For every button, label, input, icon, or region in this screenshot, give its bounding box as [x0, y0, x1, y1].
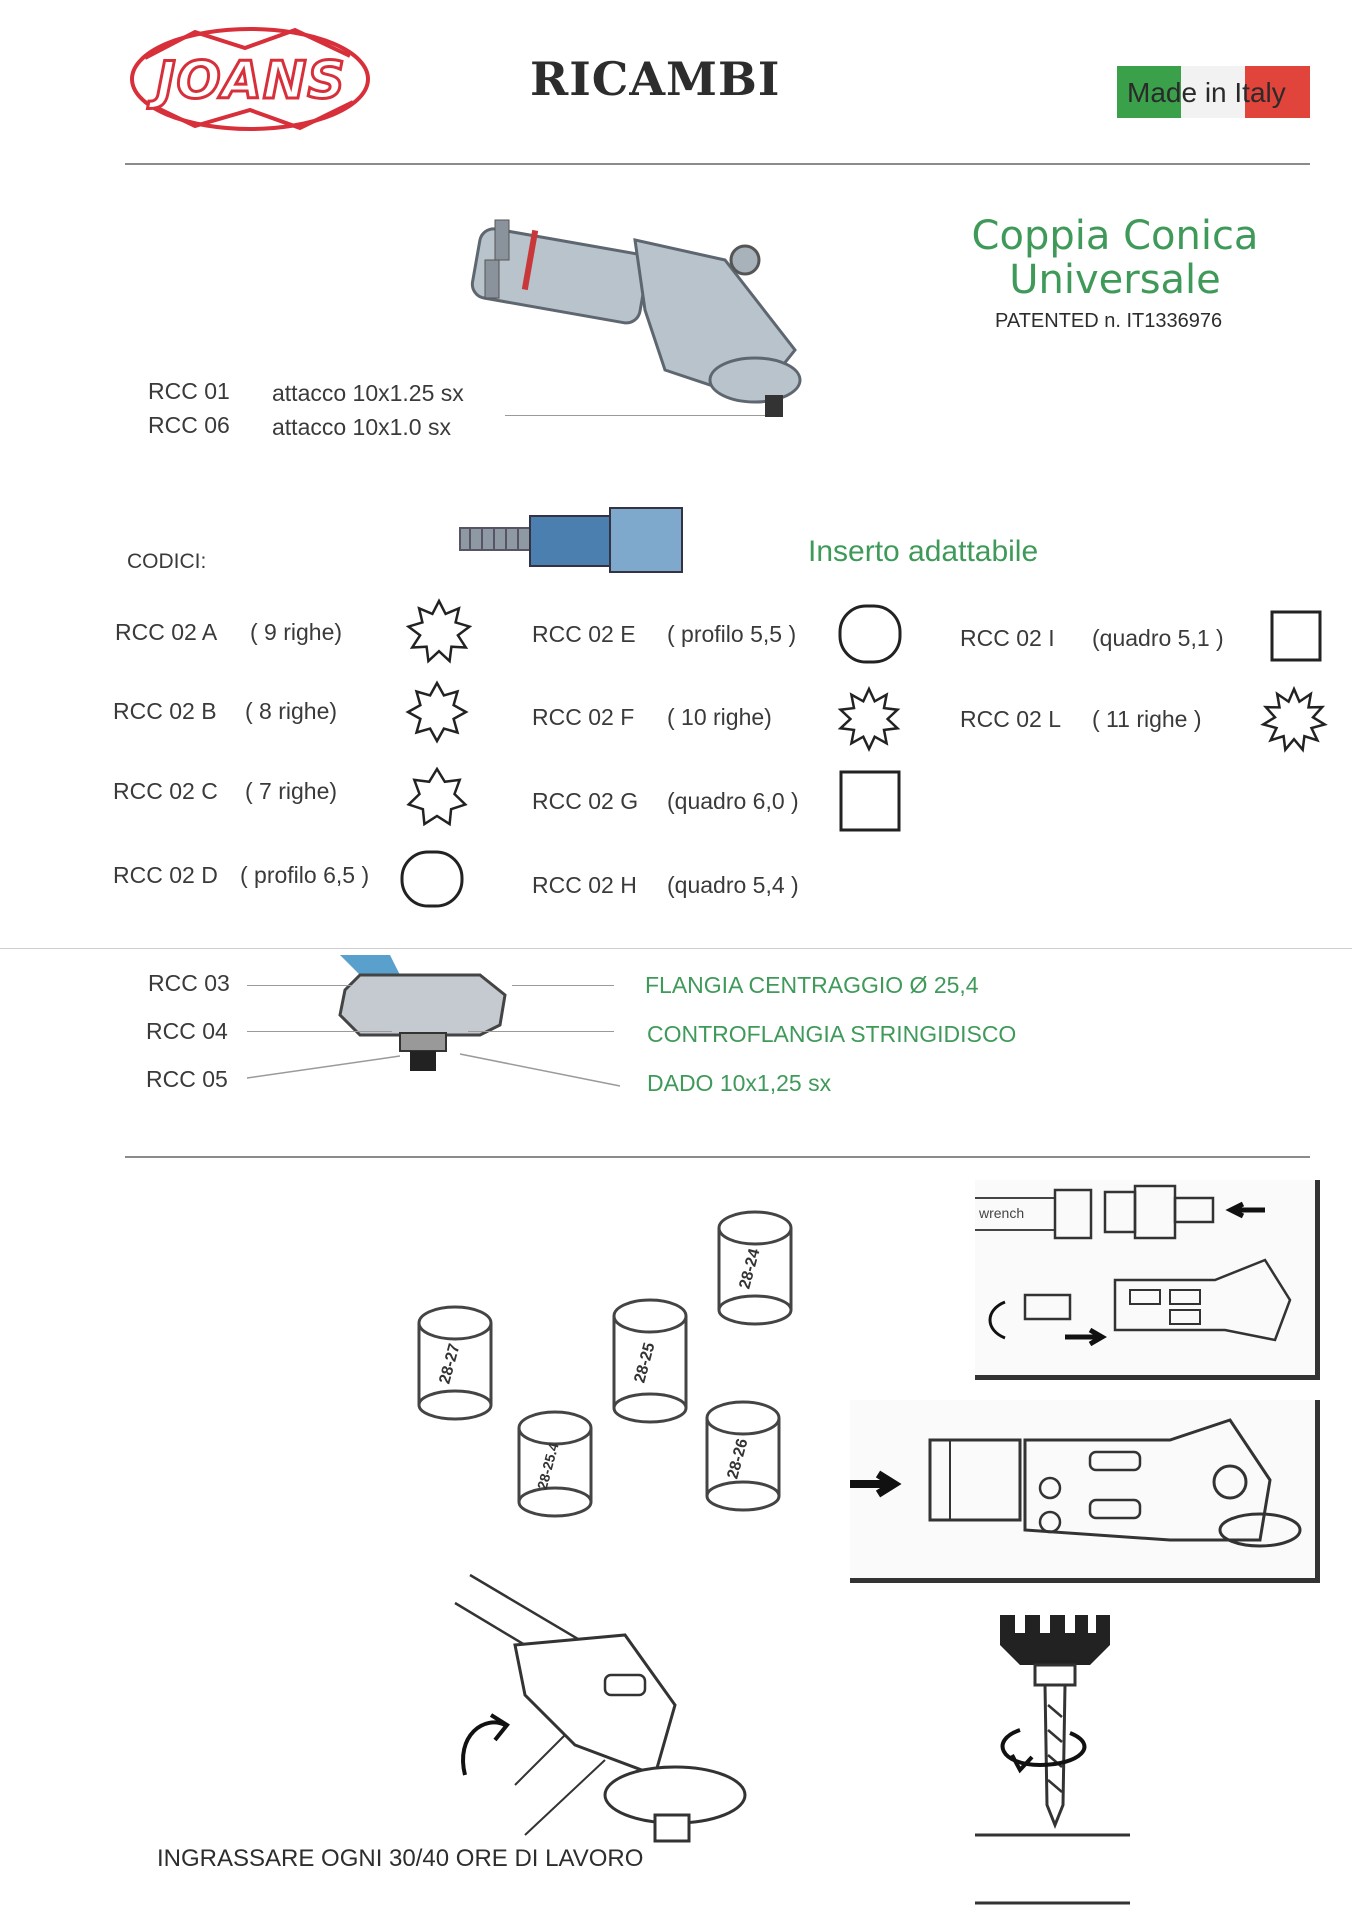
insert-desc: ( 8 righe) — [245, 698, 338, 724]
codes-label: CODICI: — [127, 550, 207, 573]
insert-code: RCC 02 L — [960, 706, 1061, 732]
sleeve-label: 28-27 — [436, 1341, 464, 1386]
insert-code: RCC 02 D — [113, 862, 218, 888]
insert-title: Inserto adattabile — [808, 535, 1039, 568]
sleeve-insert-drawing — [850, 1400, 1315, 1578]
sleeve-label: 28-25 — [631, 1340, 659, 1385]
insert-code: RCC 02 G — [532, 788, 639, 814]
page-title: RICAMBI — [530, 52, 781, 106]
flange-desc: FLANGIA CENTRAGGIO Ø 25,4 — [645, 972, 979, 998]
sleeve — [700, 1210, 800, 1330]
wrench-insert-panel — [975, 1180, 1320, 1380]
divider — [125, 1156, 1310, 1158]
patent-number: PATENTED n. IT1336976 — [995, 310, 1223, 332]
flange-code: RCC 05 — [146, 1066, 228, 1092]
product-desc: attacco 10x1.0 sx — [272, 414, 451, 440]
sleeve — [688, 1400, 788, 1515]
wrench-label: wrench — [979, 1205, 1025, 1221]
drill-drawing — [960, 1605, 1140, 1915]
insert-desc: ( profilo 5,5 ) — [667, 621, 797, 647]
insert-code: RCC 02 I — [960, 625, 1055, 651]
product-name-line1: Coppia Conica — [971, 213, 1259, 259]
insert-code: RCC 02 C — [113, 778, 218, 804]
product-code: RCC 06 — [148, 412, 230, 438]
sleeve — [595, 1298, 695, 1428]
sleeve-label: 28-25.4 — [533, 1440, 562, 1492]
product-code: RCC 01 — [148, 378, 230, 404]
sleeve-label: 28-24 — [736, 1246, 764, 1291]
made-in-italy-text: Made in Italy — [1127, 77, 1286, 108]
wrench-insert-drawing — [975, 1180, 1315, 1375]
insert-desc: (quadro 5,4 ) — [667, 872, 799, 898]
product-desc: attacco 10x1.25 sx — [272, 380, 464, 406]
flange-desc: DADO 10x1,25 sx — [647, 1070, 832, 1096]
insert-desc: ( profilo 6,5 ) — [240, 862, 370, 888]
sleeve-label: 28-26 — [724, 1436, 752, 1481]
insert-desc: (quadro 6,0 ) — [667, 788, 799, 814]
flange-desc: CONTROFLANGIA STRINGIDISCO — [647, 1021, 1017, 1047]
insert-code: RCC 02 A — [115, 619, 218, 645]
greasing-drawing — [455, 1575, 765, 1865]
insert-code: RCC 02 B — [113, 698, 217, 724]
logo-text: JOANS — [156, 51, 346, 111]
product-name-line2: Universale — [1009, 257, 1221, 303]
sleeve-insert-panel — [850, 1400, 1320, 1583]
insert-code: RCC 02 F — [532, 704, 635, 730]
insert-desc: ( 7 righe) — [245, 778, 338, 804]
insert-desc: (quadro 5,1 ) — [1092, 625, 1224, 651]
insert-desc: ( 11 righe ) — [1092, 706, 1202, 732]
insert-desc: ( 9 righe) — [250, 619, 343, 645]
flange-code: RCC 04 — [146, 1018, 228, 1044]
insert-code: RCC 02 H — [532, 872, 637, 898]
sleeve — [500, 1410, 600, 1520]
insert-desc: ( 10 righe) — [667, 704, 772, 730]
grease-note: INGRASSARE OGNI 30/40 ORE DI LAVORO — [157, 1845, 644, 1872]
sleeve — [400, 1305, 500, 1425]
insert-code: RCC 02 E — [532, 621, 636, 647]
flange-code: RCC 03 — [148, 970, 230, 996]
